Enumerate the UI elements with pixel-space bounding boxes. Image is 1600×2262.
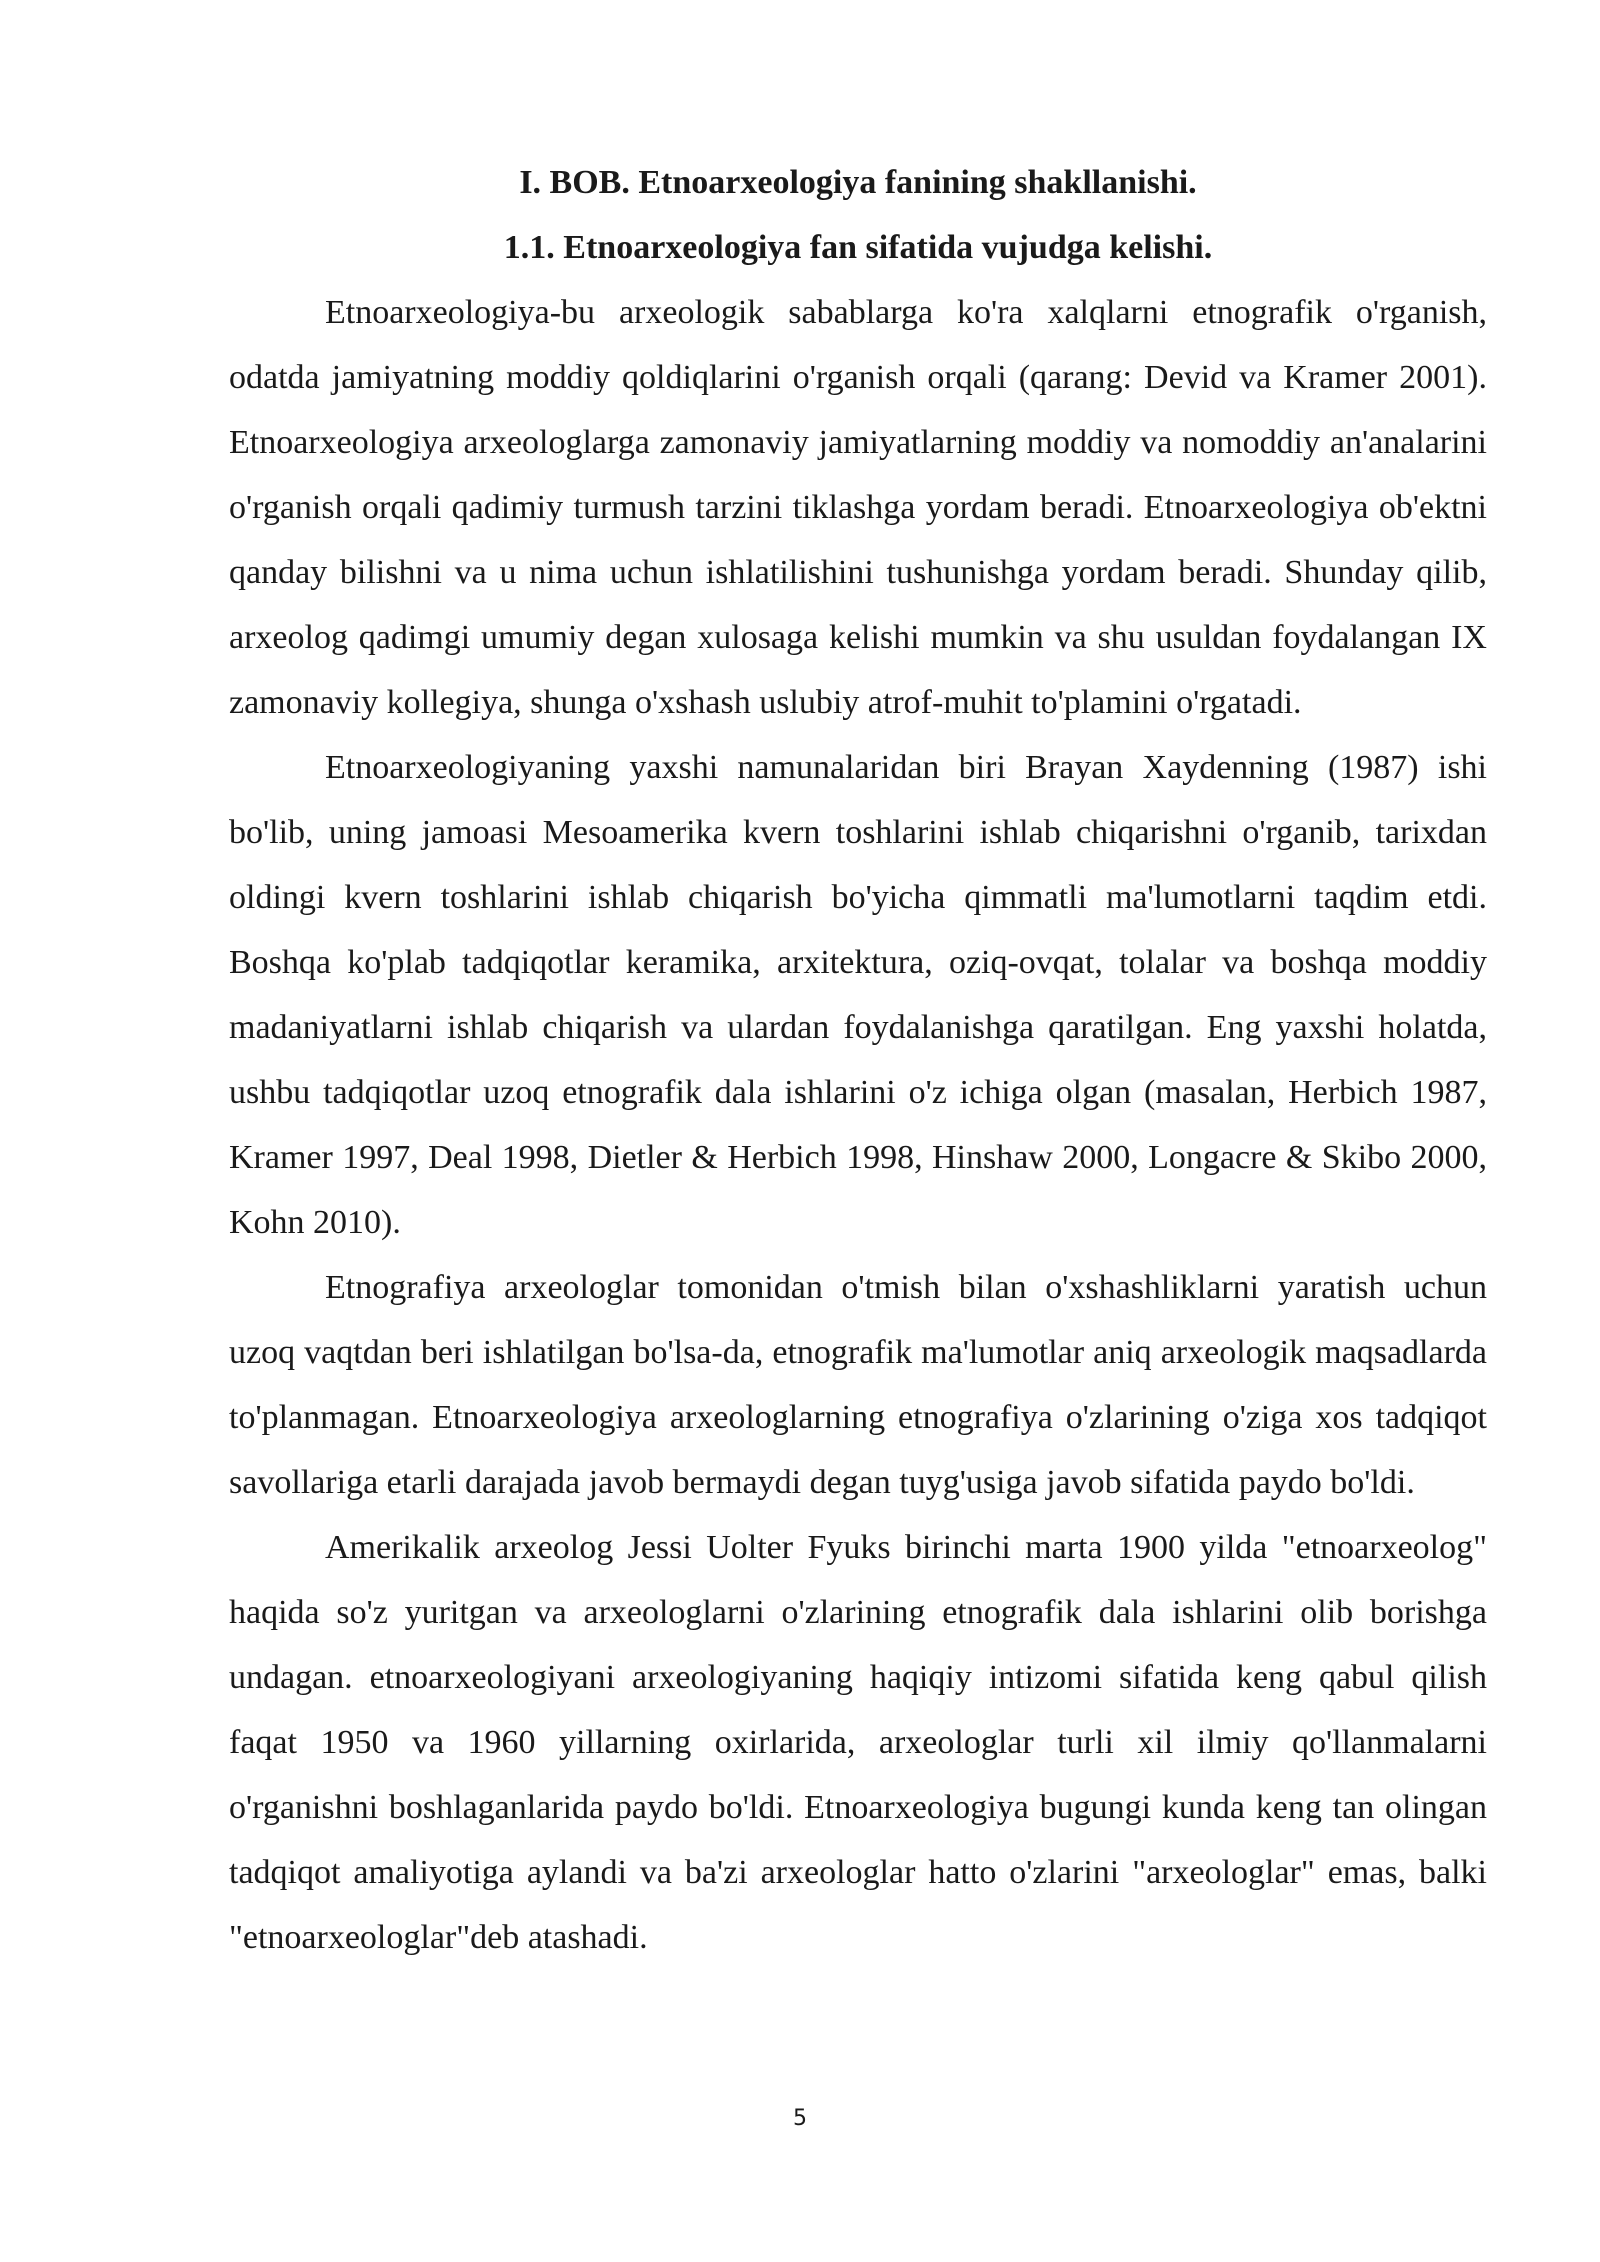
paragraph-1: Etnoarxeologiya-bu arxeologik sabablarga ko'ra xalqlarni etnografik o'rganish, odatda jamiyatning moddiy qoldiqlarini o'rganish orqali (qarang: Devid va Kramer 2001). Etnoarxeologiya arxeologlarga zamonaviy jamiyatlarning moddiy va nomoddiy an'analarini o'rganish orqali qadimiy turmush tarzini tiklashga yordam beradi. Etnoarxeologiya ob'ektni qanday bilishni va u nima uchun ishlatilishini tushunishga yordam beradi. Shunday qilib, arxeolog qadimgi umumiy degan xulosaga kelishi mumkin va shu usuldan foydalangan IX zamonaviy kollegiya, shunga o'xshash uslubiy atrof-muhit to'plamini o'rgatadi. — [229, 294, 1487, 721]
chapter-title: I. BOB. Etnoarxeologiya fanining shakllanishi. — [519, 164, 1197, 201]
page-number: 5 — [793, 2106, 807, 2131]
page-content — [229, 150, 1487, 1970]
paragraph-3: Etnografiya arxeologlar tomonidan o'tmish bilan o'xshashliklarni yaratish uchun uzoq vaqtdan beri ishlatilgan bo'lsa-da, etnografik ma'lumotlar aniq arxeologik maqsadlarda to'planmagan. Etnoarxeologiya arxeologlarning etnografiya o'zlarining o'ziga xos tadqiqot savollariga etarli darajada javob bermaydi degan tuyg'usiga javob sifatida paydo bo'ldi. — [229, 1269, 1487, 1501]
paragraph-2: Etnoarxeologiyaning yaxshi namunalaridan biri Brayan Xaydenning (1987) ishi bo'lib, uning jamoasi Mesoamerika kvern toshlarini ishlab chiqarishni o'rganib, tarixdan oldingi kvern toshlarini ishlab chiqarish bo'yicha qimmatli ma'lumotlarni taqdim etdi. Boshqa ko'plab tadqiqotlar keramika, arxitektura, oziq-ovqat, tolalar va boshqa moddiy madaniyatlarni ishlab chiqarish va ulardan foydalanishga qaratilgan. Eng yaxshi holatda, ushbu tadqiqotlar uzoq etnografik dala ishlarini o'z ichiga olgan (masalan, Herbich 1987, Kramer 1997, Deal 1998, Dietler & Herbich 1998, Hinshaw 2000, Longacre & Skibo 2000, Kohn 2010). — [229, 749, 1487, 1241]
section-title: 1.1. Etnoarxeologiya fan sifatida vujudga kelishi. — [503, 229, 1213, 266]
paragraph-4: Amerikalik arxeolog Jessi Uolter Fyuks birinchi marta 1900 yilda "etnoarxeolog" haqida so'z yuritgan va arxeologlarni o'zlarining etnografik dala ishlarini olib borishga undagan. etnoarxeologiyani arxeologiyaning haqiqiy intizomi sifatida keng qabul qilish faqat 1950 va 1960 yillarning oxirlarida, arxeologlar turli xil ilmiy qo'llanmalarni o'rganishni boshlaganlarida paydo bo'ldi. Etnoarxeologiya bugungi kunda keng tan olingan tadqiqot amaliyotiga aylandi va ba'zi arxeologlar hatto o'zlarini "arxeologlar" emas, balki "etnoarxeologlar"deb atashadi. — [229, 1529, 1487, 1956]
